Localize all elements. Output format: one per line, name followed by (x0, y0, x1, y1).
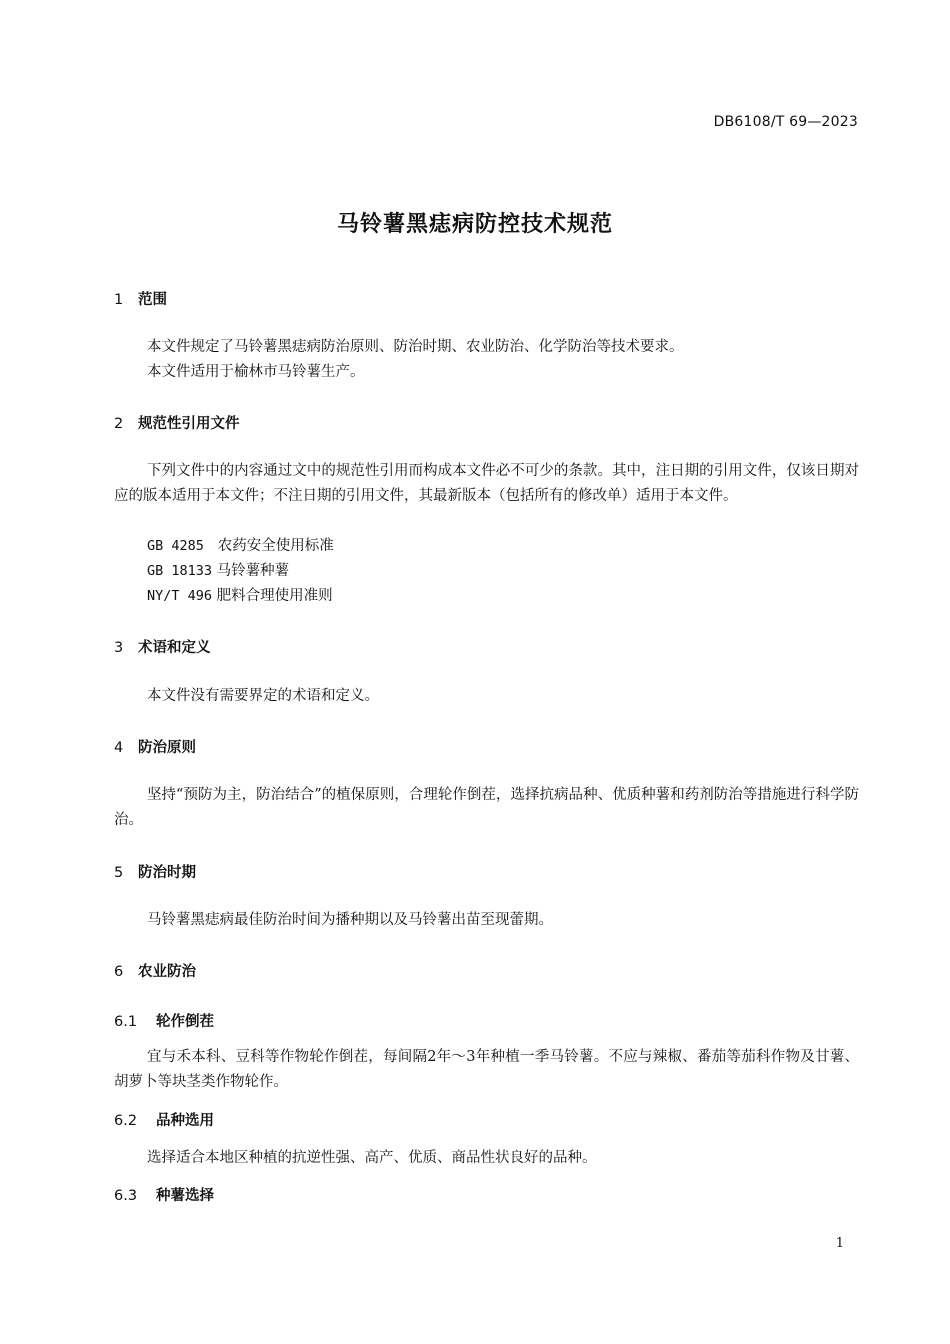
subsection-number: 6.3 (114, 1188, 138, 1204)
reference-code: GB 18133 (147, 563, 213, 579)
section-6-2-paragraph-1: 选择适合本地区种植的抗逆性强、高产、优质、商品性状良好的品种。 (147, 1150, 597, 1166)
reference-item (147, 559, 289, 584)
section-number: 1 (114, 292, 124, 308)
section-number: 5 (114, 865, 124, 881)
section-3-paragraph-1: 本文件没有需要界定的术语和定义。 (147, 688, 379, 704)
section-3-heading (114, 636, 211, 657)
section-number: 6 (114, 964, 124, 980)
subsection-number: 6.1 (114, 1014, 138, 1030)
section-number: 4 (114, 740, 124, 756)
section-number: 3 (114, 640, 124, 656)
section-6-1-heading (114, 1010, 214, 1031)
subsection-title: 轮作倒茬 (156, 1014, 214, 1030)
section-title: 术语和定义 (138, 640, 211, 656)
page-number: 1 (835, 1236, 844, 1251)
section-number: 2 (114, 416, 124, 432)
reference-name: 农药安全使用标准 (217, 538, 334, 554)
document-code: DB6108/T 69—2023 (713, 114, 858, 130)
section-5-heading (114, 861, 196, 882)
section-5-paragraph-1: 马铃薯黑痣病最佳防治时间为播种期以及马铃薯出苗至现蕾期。 (147, 912, 553, 928)
reference-name: 肥料合理使用准则 (216, 588, 333, 604)
reference-item (147, 534, 334, 559)
section-title: 防治时期 (138, 865, 196, 881)
document-title: 马铃薯黑痣病防控技术规范 (336, 212, 613, 237)
section-1-paragraph-1: 本文件规定了马铃薯黑痣病防治原则、防治时期、农业防治、化学防治等技术要求。 (147, 339, 684, 355)
reference-item (147, 584, 333, 609)
reference-code: NY/T 496 (147, 588, 213, 604)
section-4-paragraph-1: 坚持“预防为主，防治结合”的植保原则，合理轮作倒茬，选择抗病品种、优质种薯和药剂防治等措施进行科学防治。 (114, 787, 859, 828)
subsection-title: 品种选用 (156, 1113, 214, 1129)
subsection-number: 6.2 (114, 1113, 138, 1129)
section-2-paragraph-1: 下列文件中的内容通过文中的规范性引用而构成本文件必不可少的条款。其中，注日期的引用文件，仅该日期对应的版本适用于本文件；不注日期的引用文件，其最新版本（包括所有的修改单）适用于本文件。 (114, 463, 859, 504)
section-6-3-heading (114, 1184, 214, 1205)
section-1-paragraph-2: 本文件适用于榆林市马铃薯生产。 (147, 364, 365, 380)
section-4-heading (114, 736, 196, 757)
reference-code: GB 4285 (147, 538, 204, 554)
section-1-heading (114, 288, 167, 309)
section-2-heading (114, 412, 240, 433)
section-title: 范围 (138, 292, 167, 308)
section-6-heading (114, 960, 196, 981)
section-title: 规范性引用文件 (138, 416, 240, 432)
section-title: 农业防治 (138, 964, 196, 980)
section-6-2-heading (114, 1109, 214, 1130)
reference-name: 马铃薯种薯 (216, 563, 290, 579)
section-6-1-paragraph-1: 宜与禾本科、豆科等作物轮作倒茬，每间隔2年～3年种植一季马铃薯。不应与辣椒、番茄等茄科作物及甘薯、胡萝卜等块茎类作物轮作。 (114, 1049, 859, 1090)
subsection-title: 种薯选择 (156, 1188, 214, 1204)
section-title: 防治原则 (138, 740, 196, 756)
